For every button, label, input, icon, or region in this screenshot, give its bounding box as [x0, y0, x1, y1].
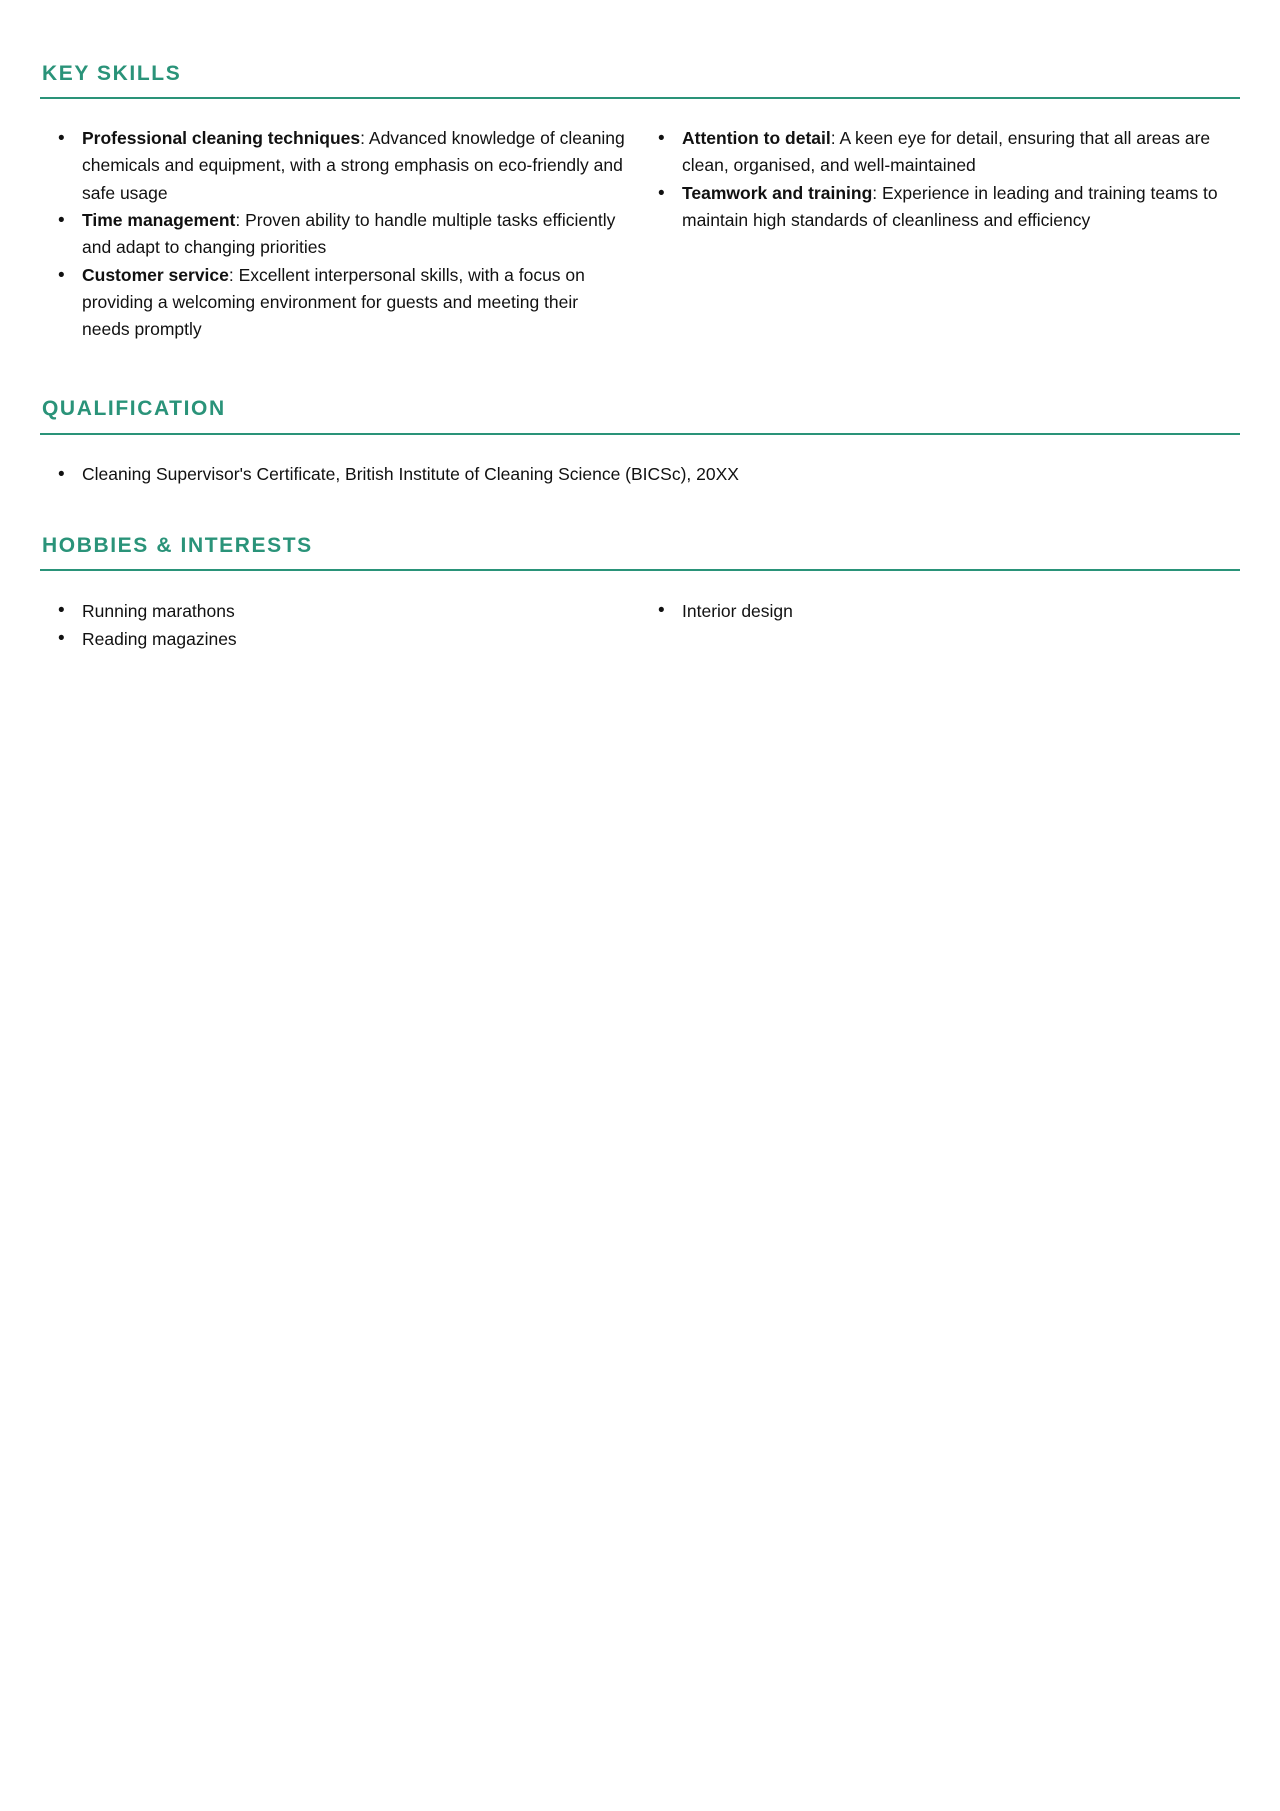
skill-lead: Customer service	[82, 264, 229, 285]
list-item: • Running marathons	[40, 597, 626, 625]
skill-detail: : A keen eye for detail, ensuring that all areas are clean, organised, and well-maintained	[682, 128, 1211, 176]
section-hobbies-interests	[40, 488, 1240, 654]
list-item	[40, 262, 626, 344]
key-skills-left-list	[40, 125, 626, 343]
qualification-list	[40, 461, 1240, 488]
section-title-hobbies-interests: HOBBIES & INTERESTS	[42, 533, 313, 557]
list-item	[40, 207, 626, 262]
skill-detail: : Experience in leading and training teams to maintain high standards of cleanliness and efficiency	[682, 182, 1218, 230]
section-key-skills	[40, 0, 1240, 343]
section-title-qualification: QUALIFICATION	[42, 397, 226, 421]
qualification-list-wrap	[40, 435, 1240, 488]
skill-detail: : Proven ability to handle multiple tasks efficiently and adapt to changing priorities	[82, 209, 616, 258]
list-item: • Cleaning Supervisor's Certificate, British Institute of Cleaning Science (BICSc), 20XX	[40, 461, 1240, 488]
skill-lead: Time management	[82, 209, 236, 230]
list-item: • Reading magazines	[40, 625, 626, 653]
hobbies-right-column	[640, 597, 1240, 654]
section-title-key-skills: KEY SKILLS	[42, 62, 182, 85]
key-skills-right-list	[640, 125, 1226, 234]
list-item	[640, 180, 1226, 235]
skill-lead: Teamwork and training	[682, 182, 873, 203]
hobbies-columns	[40, 571, 1240, 654]
list-item: • Interior design	[640, 597, 1226, 625]
skill-detail: : Advanced knowledge of cleaning chemicals and equipment, with a strong emphasis on eco-friendly and safe usage	[82, 128, 625, 203]
section-qualification	[40, 343, 1240, 487]
skill-lead: Professional cleaning techniques	[82, 128, 361, 149]
key-skills-right-column	[640, 125, 1240, 343]
hobbies-left-column	[40, 597, 640, 654]
list-item	[40, 125, 626, 207]
list-item	[640, 125, 1226, 180]
page-bottom-spacer	[40, 654, 1240, 694]
key-skills-columns	[40, 99, 1240, 343]
key-skills-left-column	[40, 125, 640, 343]
hobbies-right-list	[640, 597, 1226, 625]
skill-lead: Attention to detail	[682, 128, 831, 149]
hobbies-left-list	[40, 597, 626, 654]
skill-detail: : Excellent interpersonal skills, with a focus on providing a welcoming environment for guests and meeting their needs promptly	[82, 264, 585, 340]
